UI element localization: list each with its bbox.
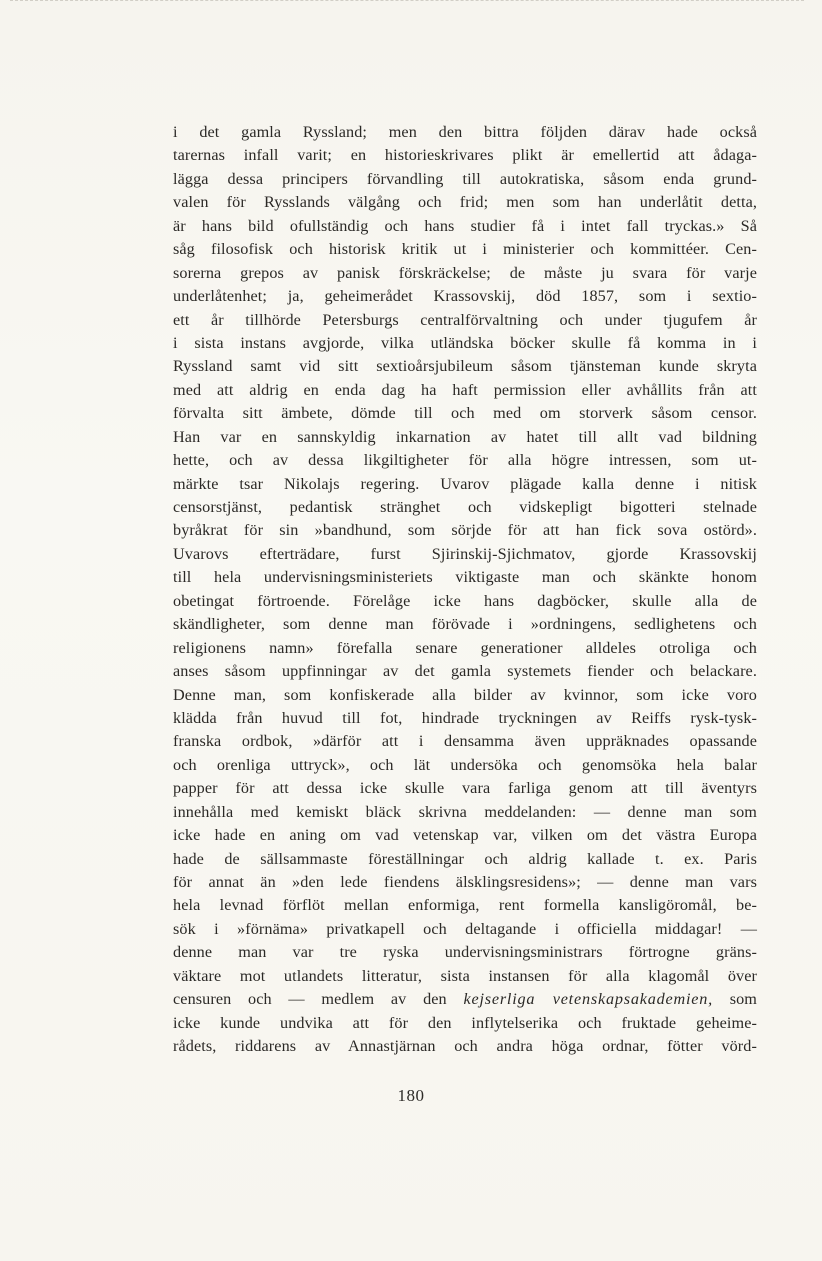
text-line: innehålla med kemiskt bläck skrivna meddelanden: — denne man som [173, 802, 757, 821]
text-line: i sista instans avgjorde, vilka utländska böcker skulle få komma in i [173, 333, 757, 352]
text-line: sök i »förnäma» privatkapell och deltagande i officiella middagar! — [173, 919, 757, 938]
text-line: obetingat förtroende. Förelåge icke hans dagböcker, skulle alla de [173, 591, 757, 610]
text-line: klädda från huvud till fot, hindrade tryckningen av Reiffs rysk-tysk- [173, 708, 757, 727]
text-line: hade de sällsammaste föreställningar och aldrig kallade t. ex. Paris [173, 849, 757, 868]
text-line: byråkrat för sin »bandhund, som sörjde för att han fick sova ostörd». [173, 521, 757, 540]
text-line: i det gamla Ryssland; men den bittra följden därav hade också [173, 123, 757, 141]
text-segment: censuren och — medlem av den [173, 990, 464, 1009]
text-line: väktare mot utlandets litteratur, sista instansen för alla klagomål över [173, 966, 757, 985]
text-line: ett år tillhörde Petersburgs centralförvaltning och under tjugufem år [173, 310, 757, 329]
text-line: franska ordbok, »därför att i densamma även uppräknades opassande [173, 732, 757, 751]
text-line: religionens namn» förefalla senare generationer alldeles otroliga och [173, 638, 757, 657]
text-line: Denne man, som konfiskerade alla bilder av kvinnor, som icke voro [173, 685, 757, 704]
text-line: förvalta sitt ämbete, dömde till och med om storverk såsom censor. [173, 404, 757, 423]
text-line: för annat än »den lede fiendens älsklingsresidens»; — denne man vars [173, 873, 757, 891]
text-line: märkte tsar Nikolajs regering. Uvarov plägade kalla denne i nitisk [173, 474, 757, 493]
text-line: denne man var tre ryska undervisningsministrars förtrogne gräns- [173, 943, 757, 962]
body-text [173, 121, 757, 1059]
text-line: Han var en sannskyldig inkarnation av hatet till allt vad bildning [173, 427, 757, 446]
text-line: med att aldrig en enda dag ha haft permission eller avhållits från att [173, 380, 757, 399]
text-line: censorstjänst, pedantisk stränghet och vidskepligt bigotteri stelnade [173, 498, 757, 516]
text-line: är hans bild ofullständig och hans studier få i intet fall tryckas.» Så [173, 216, 757, 235]
text-line: till hela undervisningsministeriets viktigaste man och skänkte honom [173, 568, 757, 587]
text-line: tarernas infall varit; en historieskrivares plikt är emellertid att ådaga- [173, 146, 757, 165]
text-line: Ryssland samt vid sitt sextioårsjubileum såsom tjänsteman kunde skryta [173, 357, 757, 376]
text-line: hette, och av dessa likgiltigheter för alla högre intressen, som ut- [173, 451, 757, 470]
text-line: skändligheter, som denne man förövade i »ordningens, sedlighetens och [173, 615, 757, 634]
text-line: såg filosofisk och historisk kritik ut i ministerier och kommittéer. Cen- [173, 240, 757, 259]
page-edge [10, 0, 804, 4]
page-number: 180 [397, 1086, 425, 1105]
text-line-with-italic [173, 988, 757, 1011]
text-line: valen för Rysslands välgång och frid; men som han underlåtit detta, [173, 193, 757, 212]
text-line: icke hade en aning om vad vetenskap var, vilken om det västra Europa [173, 826, 757, 845]
text-line: underlåtenhet; ja, geheimerådet Krassovskij, död 1857, som i sextio- [173, 287, 757, 306]
text-line: sorerna grepos av panisk förskräckelse; de måste ju svara för varje [173, 263, 757, 282]
text-line: lägga dessa principers förvandling till autokratiska, såsom enda grund- [173, 169, 757, 188]
text-line: hela levnad förflöt mellan enformiga, rent formella kansligöromål, be- [173, 896, 757, 915]
italic-title: kejserliga vetenskapsakademien, [463, 990, 713, 1009]
text-segment: som [713, 990, 757, 1009]
text-line: och orenliga uttryck», och lät undersöka och genomsöka hela balar [173, 755, 757, 774]
text-line: icke kunde undvika att för den inflytelserika och fruktade geheime- [173, 1013, 757, 1032]
text-line: rådets, riddarens av Annastjärnan och andra höga ordnar, fötter vörd- [173, 1037, 757, 1056]
text-line: Uvarovs efterträdare, furst Sjirinskij-Sjichmatov, gjorde Krassovskij [173, 544, 757, 563]
text-line: papper för att dessa icke skulle vara farliga genom att till äventyrs [173, 779, 757, 798]
text-line: anses såsom uppfinningar av det gamla systemets fiender och belackare. [173, 662, 757, 681]
